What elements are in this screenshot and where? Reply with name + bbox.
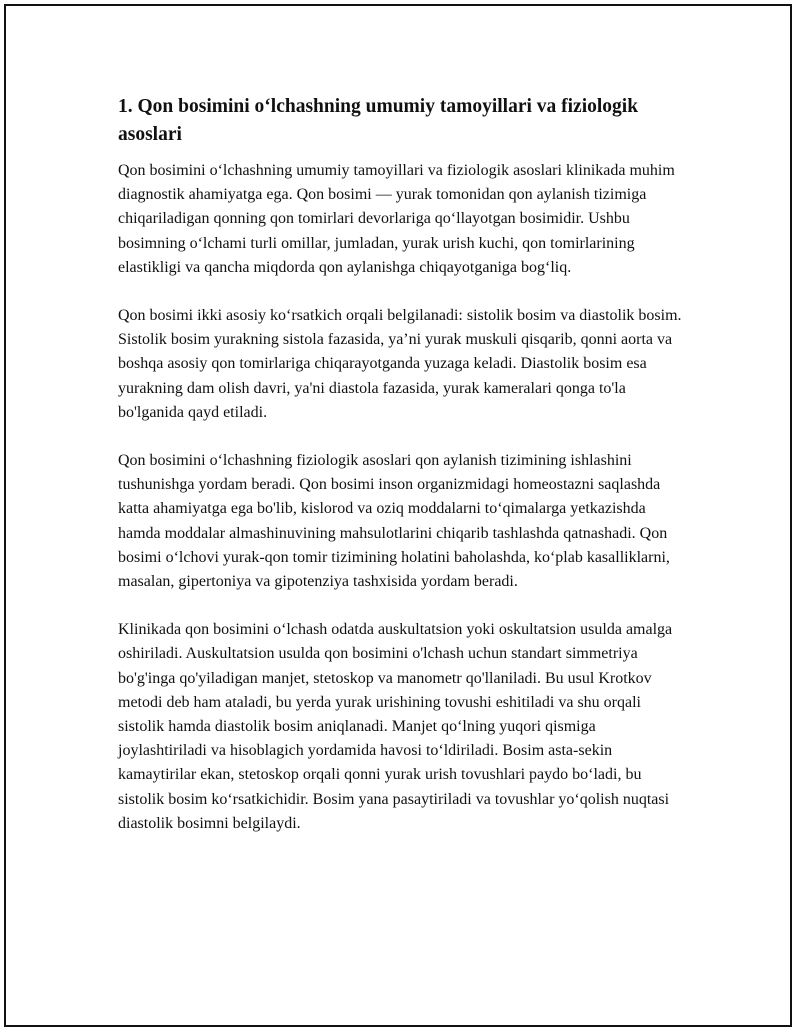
document-content	[118, 93, 686, 860]
paragraph-4: Klinikada qon bosimini o‘lchash odatda auskultatsion yoki oskultatsion usulda amalga oshiriladi. Auskultatsion usulda qon bosimini o'lchash uchun standart simmetriya bo'g'inga qo'yiladigan manjet, stetoskop va manometr qo'llaniladi. Bu usul Krotkov metodi deb ham ataladi, bu yerda yurak urishining tovushi eshitiladi va shu orqali sistolik hamda diastolik bosim aniqlanadi. Manjet qo‘lning yuqori qismiga joylashtiriladi va hisoblagich yordamida havosi to‘ldiriladi. Bosim asta-sekin kamaytirilar ekan, stetoskop orqali qonni yurak urish tovushlari paydo bo‘ladi, bu sistolik bosim ko‘rsatkichidir. Bosim yana pasaytiriladi va tovushlar yo‘qolish nuqtasi diastolik bosimni belgilaydi.	[118, 621, 673, 832]
section-title: 1. Qon bosimini o‘lchashning umumiy tamoyillari va fiziologik asoslari	[118, 96, 639, 145]
paragraph-3: Qon bosimini o‘lchashning fiziologik asoslari qon aylanish tizimining ishlashini tushunishga yordam beradi. Qon bosimi inson organizmidagi homeostazni saqlashda katta ahamiyatga ega bo'lib, kislorod va oziq moddalarni to‘qimalarga yetkazishda hamda moddalar almashinuvining mahsulotlarini chiqarib tashlashda qatnashadi. Qon bosimi o‘lchovi yurak-qon tomir tizimining holatini baholashda, ko‘plab kasalliklarni, masalan, gipertoniya va gipotenziya tashxisida yordam beradi.	[118, 452, 670, 591]
paragraph-1: Qon bosimini o‘lchashning umumiy tamoyillari va fiziologik asoslari klinikada muhim diagnostik ahamiyatga ega. Qon bosimi — yurak tomonidan qon aylanish tizimiga chiqariladigan qonning qon tomirlari devorlariga qo‘llayotgan bosimidir. Ushbu bosimning o‘lchami turli omillar, jumladan, yurak urish kuchi, qon tomirlarining elastikligi va qancha miqdorda qon aylanishga chiqayotganiga bog‘liq.	[118, 162, 675, 276]
paragraph-2: Qon bosimi ikki asosiy ko‘rsatkich orqali belgilanadi: sistolik bosim va diastolik bosim. Sistolik bosim yurakning sistola fazasida, ya’ni yurak muskuli qisqarib, qonni aorta va boshqa asosiy qon tomirlariga chiqarayotganda yuzaga keladi. Diastolik bosim esa yurakning dam olish davri, ya'ni diastola fazasida, yurak kameralari qonga to'la bo'lganida qayd etiladi.	[118, 307, 682, 421]
